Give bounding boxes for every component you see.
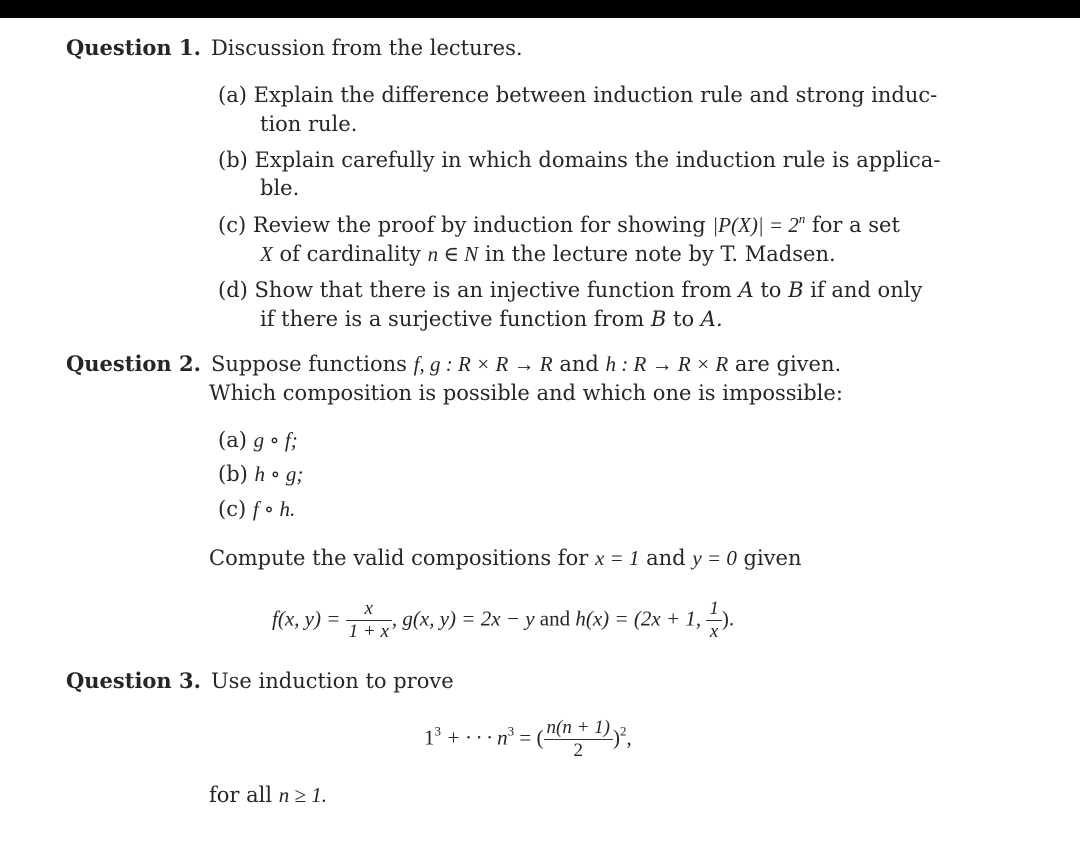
q3-intro: Use induction to prove <box>210 669 454 693</box>
question-2-label: Question 2. <box>66 351 201 376</box>
q1-d-set-b2: B <box>650 307 667 331</box>
question-1-intro: Discussion from the lectures. <box>210 36 523 60</box>
eq3-close: ) <box>613 725 620 750</box>
q2-text1: Suppose functions <box>210 352 407 376</box>
q2-c-math: f ∘ h. <box>252 497 296 521</box>
eq-h: h(x) = (2x + 1, <box>575 606 702 631</box>
q2-and: and <box>559 352 599 376</box>
q2-a-tag: (a) <box>218 428 247 452</box>
question-1-header <box>66 35 523 61</box>
q2-equation-display <box>272 598 734 643</box>
q2-a-math: g ∘ f; <box>253 428 298 452</box>
q1-part-d-line2 <box>260 306 723 332</box>
q1-part-b-line2: ble. <box>260 176 300 200</box>
q2-compute-text1: Compute the valid compositions for <box>209 546 589 570</box>
q1-c-text4: in the lecture note by T. Madsen. <box>484 242 836 266</box>
q3-equation-display: $1^3$ + · · · $n^3$ = ( $\frac{n(n + 1)}{2}$ )$^2$, <box>424 717 632 761</box>
question-3-label: Question 3. <box>66 668 201 693</box>
q1-d-text1: Show that there is an injective function from <box>254 278 732 302</box>
q2-compute-given: given <box>743 546 802 570</box>
q1-part-c-line2 <box>260 241 836 267</box>
q1-a-text1: Explain the difference between induction rule and strong induc- <box>253 83 938 107</box>
top-black-bar <box>0 0 1080 18</box>
q2-compute-and: and <box>646 546 686 570</box>
q2-part-a <box>218 427 298 453</box>
q3-for-all: for all <box>209 783 273 807</box>
q2-compute-line <box>209 545 802 571</box>
eq-g: , g(x, y) = 2x − y <box>391 606 535 631</box>
q1-c-text1: Review the proof by induction for showing <box>252 213 706 237</box>
eq3-equals: = ( <box>519 725 544 750</box>
q3-for-all-line <box>209 782 327 808</box>
q1-d-set-a: A <box>738 278 754 302</box>
eq-f-lhs: f(x, y) = <box>272 606 341 631</box>
q1-d-to1: to <box>760 278 782 302</box>
eq-h-end: ). <box>721 606 735 631</box>
q1-part-d-line1 <box>218 277 922 303</box>
q1-part-c-line1 <box>218 212 900 238</box>
q1-c-math-powerset: $|P(X)| = 2^n$ <box>712 211 806 237</box>
q1-d-to2: to <box>673 307 695 331</box>
eq3-mid: + · · · n <box>446 725 508 750</box>
eq-h-fraction: $\frac{1}{x}$ <box>706 598 722 643</box>
q1-d-tag: (d) <box>218 278 248 302</box>
q2-part-b <box>218 461 303 487</box>
q1-b-text1: Explain carefully in which domains the induction rule is applica- <box>254 148 941 172</box>
q2-c-tag: (c) <box>218 497 247 521</box>
q1-c-math-n: n ∈ N <box>427 242 479 266</box>
q3-for-all-math: n ≥ 1. <box>278 783 328 807</box>
eq-and: and <box>539 606 571 631</box>
eq3-exp2: 3 <box>507 723 515 739</box>
q2-line2: Which composition is possible and which one is impossible: <box>209 381 843 405</box>
q1-b-tag: (b) <box>218 148 248 172</box>
q1-c-tag: (c) <box>218 213 247 237</box>
q1-c-text2: for a set <box>811 213 900 237</box>
q1-a-tag: (a) <box>218 83 247 107</box>
q1-part-b-line1 <box>218 147 940 173</box>
q2-math-fg: f, g : R × R → R <box>413 352 553 376</box>
q1-d-text3: if there is a surjective function from <box>260 307 645 331</box>
q1-c-math-x: X <box>260 242 273 266</box>
eq3-exp1: 3 <box>434 723 441 739</box>
q2-part-c <box>218 496 295 522</box>
q2-compute-y: y = 0 <box>692 546 737 570</box>
q1-part-a-line1 <box>218 82 937 108</box>
q2-b-math: h ∘ g; <box>254 462 304 486</box>
question-2-header <box>66 351 841 377</box>
q1-part-a-line2: tion rule. <box>260 112 358 136</box>
q1-d-text2: if and only <box>810 278 923 302</box>
eq-f-fraction: $\frac{x}{1 + x}$ <box>346 598 392 643</box>
eq3-fraction: $\frac{n(n + 1)}{2}$ <box>544 717 613 762</box>
q2-b-tag: (b) <box>218 462 248 486</box>
q2-text2: are given. <box>734 352 842 376</box>
q1-d-set-a2: A. <box>700 307 723 331</box>
q1-c-text3: of cardinality <box>279 242 421 266</box>
q1-d-set-b: B <box>788 278 804 302</box>
q2-math-h: h : R → R × R <box>605 352 729 376</box>
question-3-header <box>66 668 454 694</box>
q2-compute-x: x = 1 <box>594 546 640 570</box>
eq3-one: 1 <box>424 725 435 750</box>
question-1-label: Question 1. <box>66 35 201 60</box>
eq3-comma: , <box>626 725 632 750</box>
